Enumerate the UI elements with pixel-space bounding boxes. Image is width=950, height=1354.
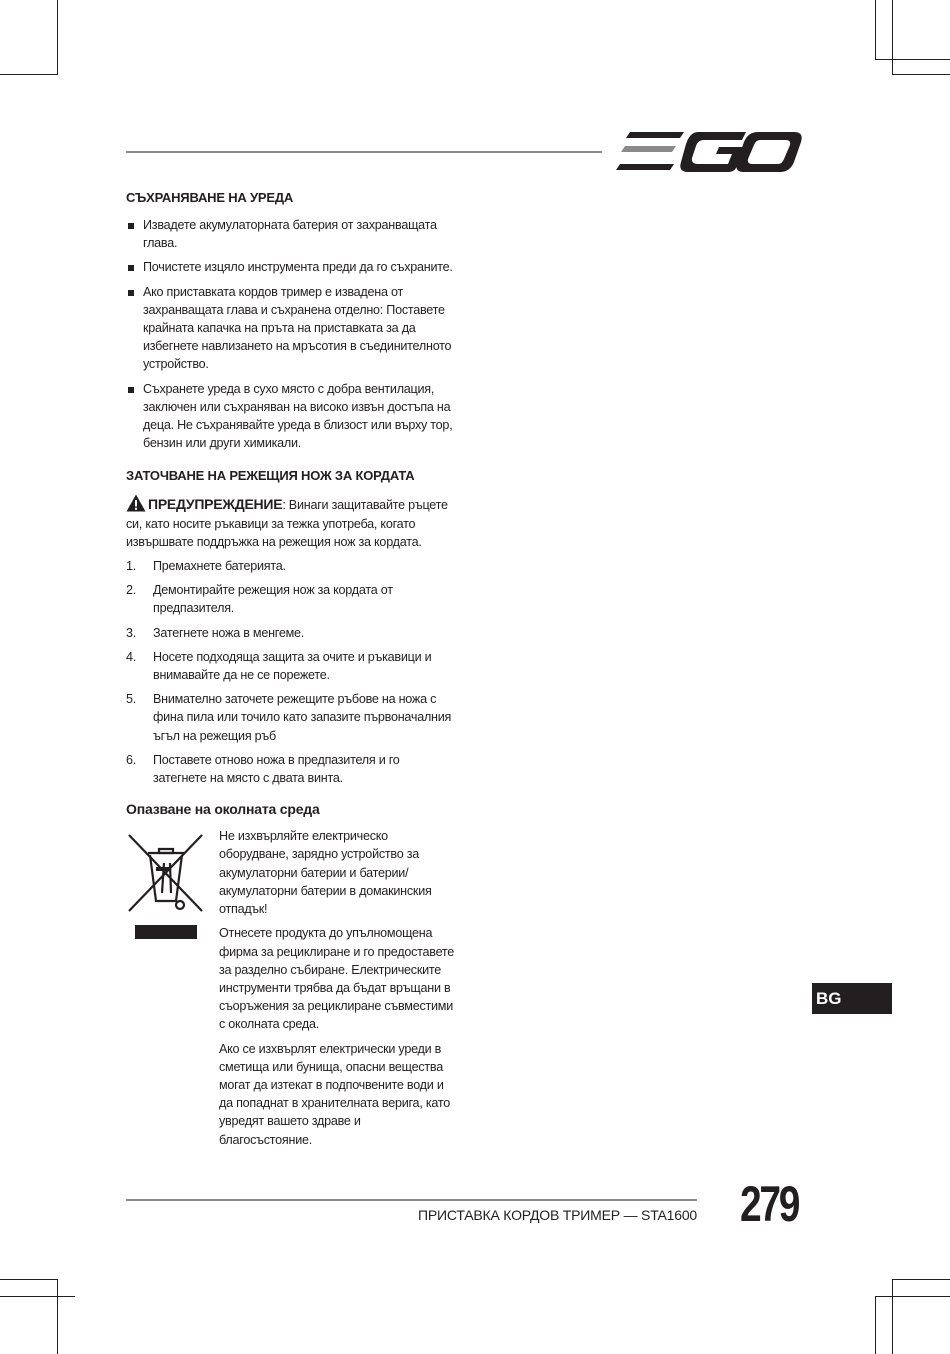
footer-title: ПРИСТАВКА КОРДОВ ТРИМЕР — STA1600 bbox=[418, 1207, 697, 1223]
warning-text: : Винаги защитавайте ръцете си, като носите ръкавици за тежка употреба, когато извършвате поддръжка на режещия нож за кордата. bbox=[126, 498, 448, 549]
environment-text bbox=[219, 827, 456, 1148]
page-number: 279 bbox=[740, 1176, 799, 1232]
sharpening-heading: ЗАТОЧВАНЕ НА РЕЖЕЩИЯ НОЖ ЗА КОРДАТА bbox=[126, 468, 415, 484]
warning-label: ПРЕДУПРЕЖДЕНИЕ bbox=[148, 496, 283, 513]
crop-mark bbox=[892, 74, 950, 75]
environment-paragraph: Не изхвърляйте електрическо оборудване, зарядно устройство за акумулаторни батерии и батерии/акумулаторни батерии в домакинския отпадък! bbox=[219, 829, 432, 917]
crop-mark bbox=[892, 1279, 950, 1280]
crop-mark bbox=[875, 1296, 950, 1297]
list-item: Извадете акумулаторната батерия от захранващата глава. bbox=[126, 216, 456, 252]
language-badge: BG bbox=[812, 983, 892, 1014]
bullet-square-icon bbox=[128, 290, 134, 296]
crop-mark bbox=[892, 0, 893, 75]
environment-paragraph: Ако се изхвърлят електрически уреди в сметища или бунища, опасни вещества могат да изтекат в подпочвените води и да попаднат в хранителната верига, като увредят вашето здраве и благосъстояние. bbox=[219, 1041, 450, 1147]
bullet-square-icon bbox=[128, 223, 134, 229]
list-item: Ако приставката кордов тример е извадена от захранващата глава и съхранена отделно: Поставете крайната капачка на пръта на приставката за да избегнете навлизането на мръсотия в съединителното устройство. bbox=[126, 283, 456, 374]
list-item: 2. Демонтирайте режещия нож за кордата от предпазителя. bbox=[126, 583, 393, 616]
crop-mark bbox=[875, 59, 950, 60]
warning-triangle-icon bbox=[126, 494, 146, 512]
sharpening-steps bbox=[126, 557, 456, 787]
environment-block bbox=[126, 827, 456, 1148]
environment-heading: Опазване на околната среда bbox=[126, 801, 320, 818]
list-item: 5. Внимателно заточете режещите ръбове на ножа с фина пила или точило като запазите първоначалния ъгъл на режещия ръб bbox=[126, 692, 452, 743]
list-item: Почистете изцяло инструмента преди да го съхраните. bbox=[126, 258, 456, 276]
crop-mark bbox=[875, 0, 876, 60]
crop-mark bbox=[892, 1279, 893, 1354]
environment-paragraph: Отнесете продукта до упълномощена фирма за рециклиране и го предоставете за разделно събиране. Електрическите инструменти трябва да бъдат връщани в съоръжения за рециклиране съвместими с околната среда. bbox=[219, 926, 455, 1032]
storage-list bbox=[126, 216, 456, 452]
bullet-square-icon bbox=[128, 265, 134, 271]
bullet-square-icon bbox=[128, 387, 134, 393]
list-item: 6. Поставете отново ножа в предпазителя и го затегнете на място с двата винта. bbox=[126, 752, 400, 786]
footer-rule bbox=[126, 1199, 697, 1201]
crop-mark bbox=[57, 1279, 58, 1354]
header-rule bbox=[126, 151, 602, 153]
crop-mark bbox=[0, 1279, 58, 1280]
crop-mark bbox=[57, 0, 58, 75]
content-column bbox=[126, 188, 456, 1155]
storage-heading: СЪХРАНЯВАНЕ НА УРЕДА bbox=[126, 190, 294, 205]
crop-mark bbox=[875, 1296, 876, 1354]
warning-paragraph bbox=[126, 494, 456, 551]
list-item: 4. Носете подходяща защита за очите и ръкавици и внимавайте да не се порежете. bbox=[126, 649, 432, 683]
list-item: 3. Затегнете ножа в менгеме. bbox=[126, 625, 305, 640]
list-item: 1. Премахнете батерията. bbox=[126, 559, 286, 574]
crop-mark bbox=[0, 74, 58, 75]
crossed-bin-icon bbox=[126, 831, 204, 943]
crop-mark bbox=[0, 1296, 75, 1297]
ego-logo bbox=[616, 128, 802, 174]
list-item: Съхранете уреда в сухо място с добра вентилация, заключен или съхраняван на високо извън достъпа на деца. Не съхранявайте уреда в близост или върху тор, бензин или други химикали. bbox=[126, 380, 456, 453]
